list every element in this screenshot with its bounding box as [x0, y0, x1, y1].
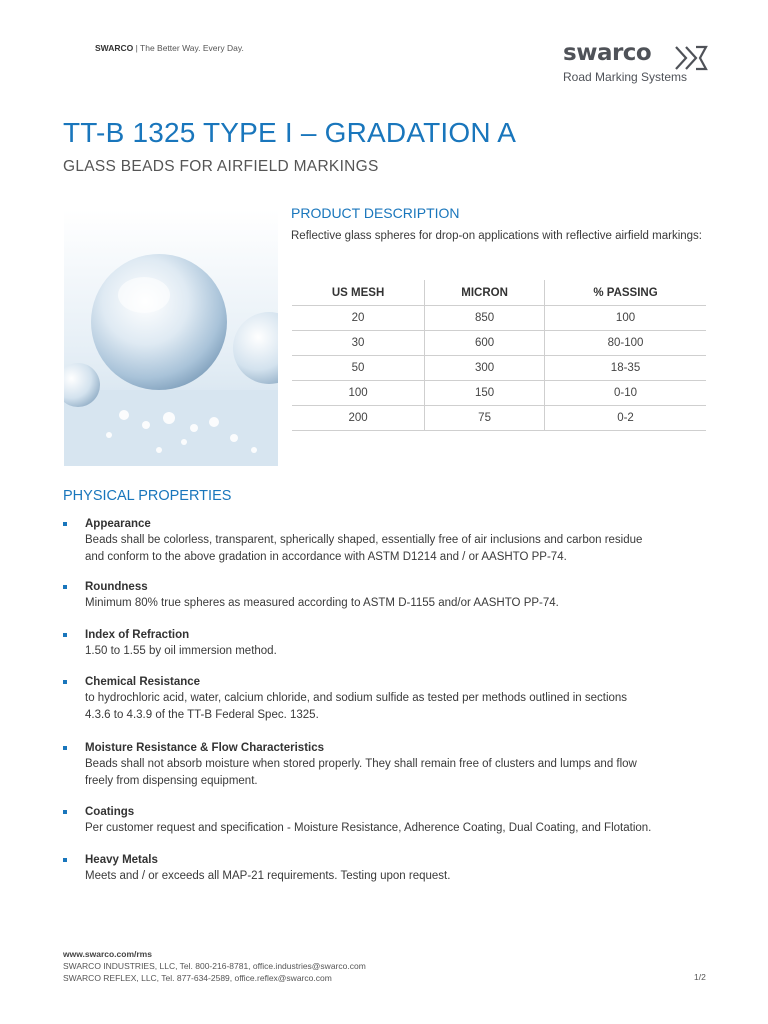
- cell-micron: 850: [425, 306, 545, 331]
- property-title: Roundness: [85, 581, 148, 593]
- page-title: TT-B 1325 TYPE I – GRADATION A: [63, 117, 517, 148]
- property-text: 1.50 to 1.55 by oil immersion method.: [85, 645, 277, 657]
- bullet-icon: [63, 858, 67, 862]
- footer-url[interactable]: www.swarco.com/rms: [63, 949, 152, 959]
- property-title: Index of Refraction: [85, 629, 190, 641]
- table-row: [292, 406, 706, 431]
- property-heavy-metals: [63, 853, 723, 885]
- property-text: Per customer request and specification - Moisture Resistance, Adherence Coating, Dual Coating, and Flotation.: [85, 822, 652, 834]
- product-description-heading: PRODUCT DESCRIPTION: [291, 205, 460, 221]
- footer-contact-industries: SWARCO INDUSTRIES, LLC, Tel. 800-216-8781, office.industries@swarco.com: [63, 961, 366, 971]
- cell-passing: 100: [545, 306, 706, 331]
- product-description-text: Reflective glass spheres for drop-on applications with reflective airfield markings:: [291, 230, 702, 242]
- table-row: [292, 356, 706, 381]
- cell-passing: 18-35: [545, 356, 706, 381]
- gradation-table: [292, 280, 706, 431]
- header-micron: MICRON: [425, 280, 545, 306]
- logo-wordmark: swarco: [563, 40, 652, 66]
- property-title: Moisture Resistance & Flow Characteristics: [85, 742, 325, 754]
- page-number: 1/2: [694, 972, 706, 982]
- cell-mesh: 30: [292, 331, 425, 356]
- property-moisture-resistance: [63, 741, 723, 790]
- cell-passing: 0-10: [545, 381, 706, 406]
- swarco-logo: [563, 40, 713, 84]
- swarco-logo-icon: [674, 43, 708, 73]
- property-text: to hydrochloric acid, water, calcium chloride, and sodium sulfide as tested per methods outlined in sections: [85, 692, 628, 704]
- property-title: Appearance: [85, 518, 151, 530]
- table-row: [292, 306, 706, 331]
- property-text: Meets and / or exceeds all MAP-21 requirements. Testing upon request.: [85, 870, 451, 882]
- cell-passing: 80-100: [545, 331, 706, 356]
- cell-passing: 0-2: [545, 406, 706, 431]
- property-text: freely from dispensing equipment.: [85, 775, 258, 787]
- property-text: Beads shall not absorb moisture when stored properly. They shall remain free of clusters and lumps and flow: [85, 758, 637, 770]
- table-header-row: [292, 280, 706, 306]
- table-row: [292, 381, 706, 406]
- property-coatings: [63, 805, 723, 837]
- property-index-of-refraction: [63, 628, 723, 660]
- property-roundness: [63, 580, 723, 612]
- footer: [63, 948, 366, 984]
- cell-micron: 75: [425, 406, 545, 431]
- cell-micron: 300: [425, 356, 545, 381]
- property-title: Coatings: [85, 806, 135, 818]
- logo-subtitle: Road Marking Systems: [563, 70, 688, 84]
- property-text: 4.3.6 to 4.3.9 of the TT-B Federal Spec. 1325.: [85, 709, 319, 721]
- cell-micron: 600: [425, 331, 545, 356]
- page-subtitle: GLASS BEADS FOR AIRFIELD MARKINGS: [63, 158, 379, 175]
- property-chemical-resistance: [63, 675, 723, 724]
- cell-micron: 150: [425, 381, 545, 406]
- property-text: Minimum 80% true spheres as measured according to ASTM D-1155 and/or AASHTO PP-74.: [85, 597, 559, 609]
- footer-contact-reflex: SWARCO REFLEX, LLC, Tel. 877-634-2589, office.reflex@swarco.com: [63, 973, 332, 983]
- property-title: Chemical Resistance: [85, 676, 201, 688]
- property-text: Beads shall be colorless, transparent, spherically shaped, essentially free of air inclusions and carbon residue: [85, 534, 643, 546]
- bullet-icon: [63, 746, 67, 750]
- header-tagline: [95, 43, 244, 53]
- cell-mesh: 100: [292, 381, 425, 406]
- bullet-icon: [63, 680, 67, 684]
- tagline-text: | The Better Way. Every Day.: [135, 43, 244, 53]
- brand-name: SWARCO: [95, 43, 134, 53]
- cell-mesh: 20: [292, 306, 425, 331]
- cell-mesh: 50: [292, 356, 425, 381]
- bullet-icon: [63, 810, 67, 814]
- bullet-icon: [63, 585, 67, 589]
- property-text: and conform to the above gradation in accordance with ASTM D1214 and / or AASHTO PP-74.: [85, 551, 567, 563]
- bullet-icon: [63, 633, 67, 637]
- cell-mesh: 200: [292, 406, 425, 431]
- physical-properties-heading: PHYSICAL PROPERTIES: [63, 488, 232, 504]
- property-title: Heavy Metals: [85, 854, 158, 866]
- property-appearance: [63, 517, 723, 566]
- bullet-icon: [63, 522, 67, 526]
- header-us-mesh: US MESH: [292, 280, 425, 306]
- table-row: [292, 331, 706, 356]
- glass-beads-photo: [64, 210, 278, 466]
- header-percent-passing: % PASSING: [545, 280, 706, 306]
